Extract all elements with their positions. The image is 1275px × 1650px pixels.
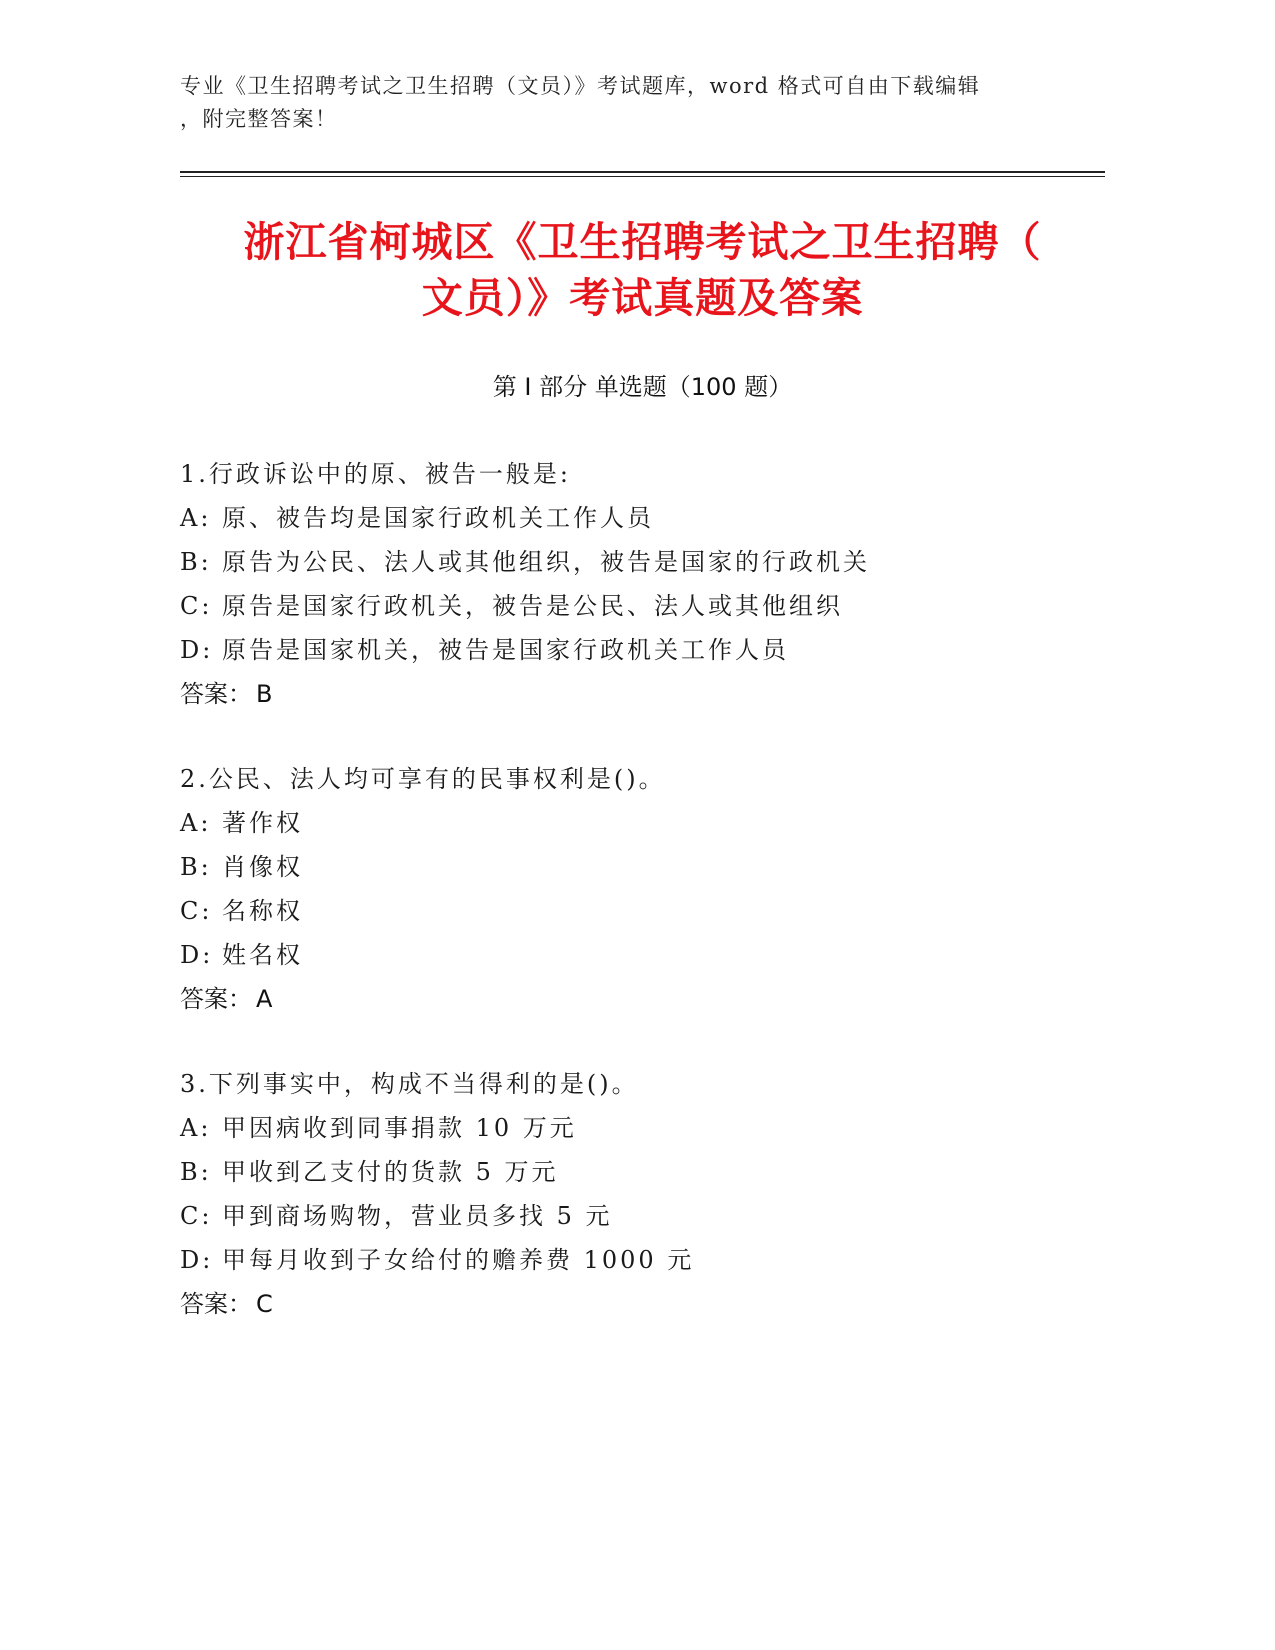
option-text: 原告是国家行政机关，被告是公民、法人或其他组织 xyxy=(222,592,843,620)
document-title-line-1: 浙江省柯城区《卫生招聘考试之卫生招聘（ xyxy=(243,218,1042,266)
option-text: 甲每月收到子女给付的赡养费 1000 元 xyxy=(222,1246,695,1274)
option-b xyxy=(180,845,1105,889)
option-key: B: xyxy=(180,548,212,576)
answer-value: B xyxy=(256,680,273,708)
option-key: D: xyxy=(180,636,214,664)
option-text: 名称权 xyxy=(222,897,303,925)
option-text: 原、被告均是国家行政机关工作人员 xyxy=(222,504,654,532)
answer-value: A xyxy=(256,985,273,1013)
option-key: B: xyxy=(180,1158,212,1186)
option-c xyxy=(180,1194,1105,1238)
header-note-line-2: ，附完整答案！ xyxy=(180,107,338,131)
document-title xyxy=(180,214,1105,326)
option-text: 原告是国家机关，被告是国家行政机关工作人员 xyxy=(222,636,789,664)
option-text: 肖像权 xyxy=(222,853,303,881)
question-1 xyxy=(180,452,1105,716)
option-key: A: xyxy=(180,809,212,837)
question-stem: 1.行政诉讼中的原、被告一般是: xyxy=(180,460,571,488)
option-b xyxy=(180,1150,1105,1194)
option-key: C: xyxy=(180,592,213,620)
option-a xyxy=(180,1106,1105,1150)
answer-label: 答案： xyxy=(180,985,252,1013)
option-text: 甲因病收到同事捐款 10 万元 xyxy=(222,1114,577,1142)
option-key: D: xyxy=(180,941,214,969)
header-note-line-1: 专业《卫生招聘考试之卫生招聘（文员）》考试题库，word 格式可自由下载编辑 xyxy=(180,74,981,98)
option-text: 著作权 xyxy=(222,809,303,837)
option-key: C: xyxy=(180,1202,213,1230)
option-c xyxy=(180,584,1105,628)
option-text: 原告为公民、法人或其他组织，被告是国家的行政机关 xyxy=(222,548,870,576)
header-divider-thin xyxy=(180,176,1105,177)
answer-line xyxy=(180,672,1105,716)
option-c xyxy=(180,889,1105,933)
answer-line xyxy=(180,1282,1105,1326)
option-d xyxy=(180,628,1105,672)
option-text: 甲到商场购物，营业员多找 5 元 xyxy=(222,1202,613,1230)
option-key: A: xyxy=(180,504,212,532)
option-key: B: xyxy=(180,853,212,881)
section-title: 第 I 部分 单选题（100 题） xyxy=(492,373,793,401)
option-d xyxy=(180,933,1105,977)
option-text: 甲收到乙支付的货款 5 万元 xyxy=(222,1158,559,1186)
answer-line xyxy=(180,977,1105,1021)
option-key: C: xyxy=(180,897,213,925)
question-stem: 2.公民、法人均可享有的民事权利是()。 xyxy=(180,765,666,793)
header-note xyxy=(180,70,1040,136)
question-2 xyxy=(180,757,1105,1021)
option-text: 姓名权 xyxy=(222,941,303,969)
question-3 xyxy=(180,1062,1105,1326)
option-d xyxy=(180,1238,1105,1282)
question-stem: 3.下列事实中，构成不当得利的是()。 xyxy=(180,1070,639,1098)
document-title-line-2: 文员）》考试真题及答案 xyxy=(421,274,864,322)
header-divider-thick xyxy=(180,171,1105,173)
answer-label: 答案： xyxy=(180,680,252,708)
answer-label: 答案： xyxy=(180,1290,252,1318)
answer-value: C xyxy=(256,1290,273,1318)
option-key: D: xyxy=(180,1246,214,1274)
option-key: A: xyxy=(180,1114,212,1142)
option-a xyxy=(180,801,1105,845)
option-a xyxy=(180,496,1105,540)
option-b xyxy=(180,540,1105,584)
